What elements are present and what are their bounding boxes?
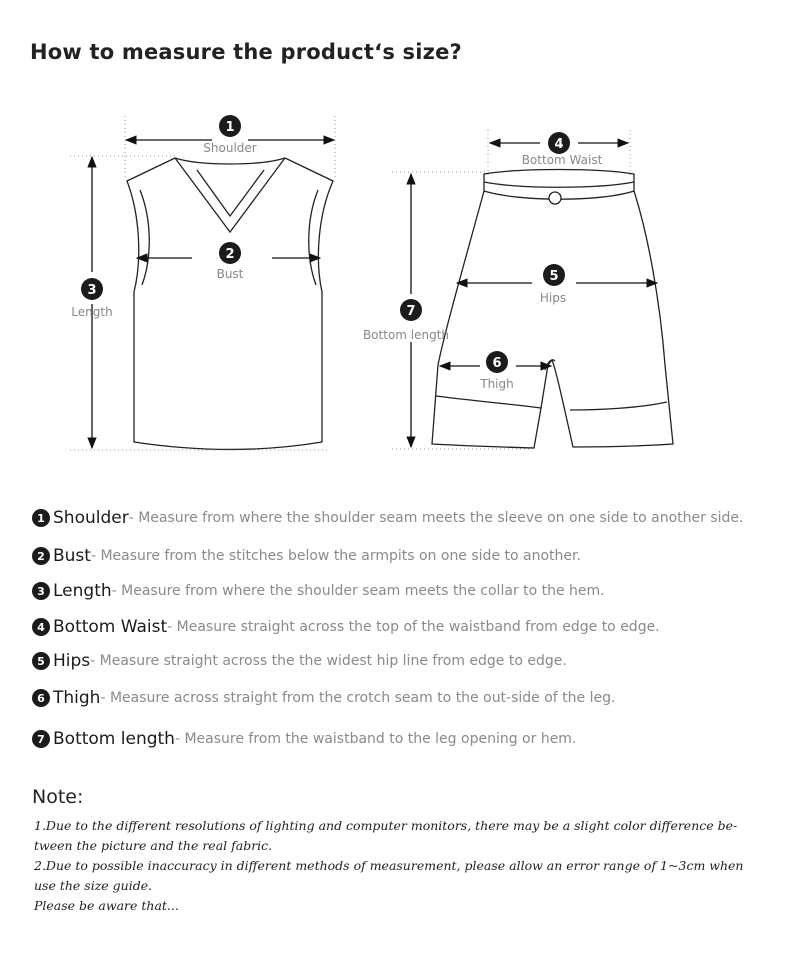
shoulder-label: Shoulder: [203, 141, 257, 155]
vest-guides: [70, 116, 335, 450]
definition-term: Shoulder: [53, 508, 129, 528]
definition-desc: - Measure straight across the the widest hip line from edge to edge.: [90, 653, 567, 669]
bust-label: Bust: [216, 267, 244, 281]
definition-term: Thigh: [53, 688, 101, 708]
definition-desc: - Measure from where the shoulder seam meets the collar to the hem.: [111, 583, 605, 599]
definition-item: [32, 688, 615, 708]
number-badge: 4: [32, 618, 50, 636]
badge-2-num: 2: [225, 247, 235, 262]
number-badge: 7: [32, 730, 50, 748]
page-title: How to measure the product‘s size?: [30, 40, 462, 64]
bottom-length-label: Bottom length: [362, 328, 450, 342]
hips-label: Hips: [539, 291, 567, 305]
definition-term: Bottom length: [53, 729, 175, 749]
definition-term: Hips: [53, 651, 91, 671]
note-title: Note:: [32, 786, 84, 808]
badge-5-num: 5: [549, 269, 559, 284]
definition-item: [32, 617, 660, 637]
definition-desc: - Measure from the stitches below the armpits on one side to another.: [90, 548, 581, 564]
badge-4-num: 4: [554, 137, 564, 152]
definition-desc: - Measure straight across the top of the waistband from edge to edge.: [167, 619, 660, 635]
definition-term: Bottom Waist: [53, 617, 168, 637]
note-line: tween the picture and the real fabric.: [34, 838, 273, 853]
note-line: Please be aware that...: [34, 898, 179, 913]
length-label: Length: [71, 305, 113, 319]
definition-item: [32, 546, 581, 566]
note-line: use the size guide.: [34, 878, 153, 893]
definition-item: [32, 508, 743, 528]
badge-3-num: 3: [87, 283, 97, 298]
thigh-label: Thigh: [480, 377, 514, 391]
number-badge: 5: [32, 652, 50, 670]
definition-desc: - Measure across straight from the crotch seam to the out-side of the leg.: [100, 690, 616, 706]
bottom-waist-label: Bottom Waist: [521, 153, 603, 167]
number-badge: 1: [32, 509, 50, 527]
definition-item: [32, 729, 576, 749]
shorts-illustration: [432, 170, 673, 449]
definition-desc: - Measure from where the shoulder seam meets the sleeve on one side to another side.: [128, 510, 744, 526]
number-badge: 2: [32, 547, 50, 565]
vest-illustration: [127, 158, 333, 450]
note-body: [34, 816, 769, 916]
badge-7-num: 7: [406, 304, 416, 319]
definition-term: Bust: [53, 546, 91, 566]
definition-term: Length: [53, 581, 112, 601]
definition-desc: - Measure from the waistband to the leg opening or hem.: [174, 731, 577, 747]
definition-item: [32, 581, 605, 601]
note-line: 2.Due to possible inaccuracy in different methods of measurement, please allow an error range of 1~3cm when: [34, 858, 744, 873]
number-badge: 6: [32, 689, 50, 707]
number-badge: 3: [32, 582, 50, 600]
badge-6-num: 6: [492, 356, 502, 371]
definition-item: [32, 651, 567, 671]
shorts-guides: [392, 130, 630, 449]
note-line: 1.Due to the different resolutions of lighting and computer monitors, there may be a slight color difference be-: [34, 818, 738, 833]
badge-1-num: 1: [225, 120, 235, 135]
